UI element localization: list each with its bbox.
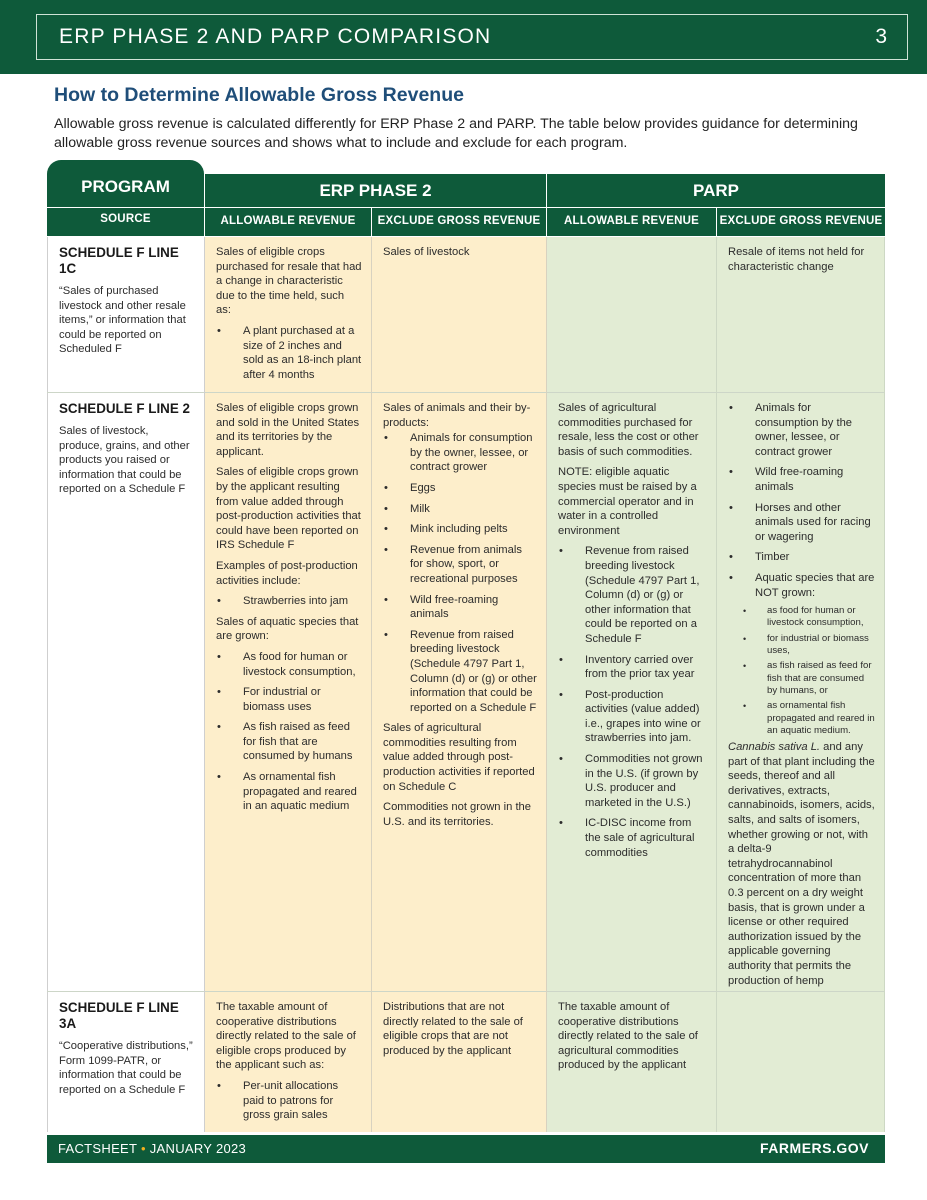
sub-list-item: • for industrial or biomass uses, [728, 633, 875, 658]
list-item: • Animals for consumption by the owner, lessee, or contract grower [383, 431, 537, 475]
row-divider [47, 991, 885, 992]
sub-list-item: • as ornamental fish propagated and reared in an aquatic medium. [728, 700, 875, 737]
list-item: • Horses and other animals used for racing or wagering [728, 501, 875, 545]
erp-exclude-cell [372, 237, 547, 392]
cell-text: Sales of agricultural commodities resulting from value added through post-production activities if reported on Schedule C [383, 722, 535, 793]
row-source-description: Sales of livestock, produce, grains, and other products you raised or information that could be reported on a Schedule F [59, 425, 190, 496]
footer-date: JANUARY 2023 [149, 1141, 247, 1156]
cell-text: Sales of aquatic species that are grown: [216, 615, 359, 643]
parp-allowable-cell [547, 992, 717, 1132]
list-item: • As food for human or livestock consumption, [216, 650, 362, 679]
column-divider [204, 237, 205, 1132]
list-item: • Mink including pelts [383, 522, 537, 537]
row-source-schedule-f-line-3a [47, 992, 205, 1132]
parp-allowable-header: ALLOWABLE REVENUE [547, 208, 716, 236]
list-item: • Revenue from raised breeding livestock (Schedule 4797 Part 1, Column (d) or (g) or other information that could be reported on a Schedule F [558, 544, 707, 646]
list-item: • Per-unit allocations paid to patrons for gross grain sales [216, 1079, 362, 1123]
row-source-title: SCHEDULE F LINE 1C [59, 245, 179, 276]
column-divider [546, 237, 547, 1132]
cannabis-paragraph [728, 740, 875, 988]
erp-allowable-cell [205, 992, 372, 1132]
column-divider [884, 237, 885, 1132]
farmers-gov-link[interactable]: FARMERS.GOV [760, 1140, 869, 1156]
list-item: • Timber [728, 550, 875, 565]
column-divider [371, 237, 372, 1132]
cell-text: Sales of livestock [383, 246, 470, 258]
footer-label [58, 1141, 246, 1156]
erp-exclude-cell [372, 393, 547, 991]
list-item: • Wild free-roaming animals [728, 465, 875, 494]
list-item: • IC-DISC income from the sale of agricultural commodities [558, 816, 707, 860]
column-divider [716, 237, 717, 1132]
cell-text: Sales of eligible crops grown by the applicant resulting from value added through post-production activities that could have been reported on IRS Schedule F [216, 466, 361, 552]
cell-text: Resale of items not held for characteristic change [728, 246, 865, 273]
cell-text: Sales of eligible crops grown and sold in the United States and its territories by the applicant. [216, 402, 360, 458]
list-item: • For industrial or biomass uses [216, 685, 362, 714]
row-source-schedule-f-line-1c [47, 237, 205, 392]
factsheet-label: FACTSHEET [58, 1141, 138, 1156]
source-header: SOURCE [47, 207, 204, 236]
cannabis-text: and any part of that plant including the seeds, thereof and all derivatives, extracts, cannabinoids, isomers, acids, salts, and salts of isomers, whether growing or not, with a delta-9 tetrahydrocannabinol concentration of more than 0.3 percent on a dry weight basis, that is grown under a license or other required authorization issued by the applicable governing authority that permits the production of hemp [728, 741, 875, 987]
cell-text: Distributions that are not directly related to the sale of eligible crops that are not produced by the applicant [383, 1001, 523, 1057]
program-header: PROGRAM [47, 160, 204, 207]
list-item: • Wild free-roaming animals [383, 593, 537, 622]
list-item: • Strawberries into jam [216, 594, 362, 609]
parp-allowable-cell [547, 237, 717, 392]
list-item: • As fish raised as feed for fish that are consumed by humans [216, 720, 362, 764]
parp-exclude-header: EXCLUDE GROSS REVENUE [717, 208, 885, 236]
list-item: • Inventory carried over from the prior tax year [558, 653, 707, 682]
parp-exclude-cell [717, 992, 885, 1132]
list-item: • Revenue from raised breeding livestock (Schedule 4797 Part 1, Column (d) or (g) or other information that could be reported on a Schedule F [383, 628, 537, 716]
erp-allowable-cell [205, 393, 372, 991]
cell-text: The taxable amount of cooperative distributions directly related to the sale of agricultural commodities produced by the applicant [558, 1001, 698, 1072]
separator-dot: • [140, 1141, 146, 1156]
row-source-description: “Cooperative distributions,” Form 1099-PATR, or information that could be reported on a Schedule F [59, 1040, 193, 1096]
cannabis-name: Cannabis sativa L. [728, 741, 821, 754]
list-item: • Milk [383, 502, 537, 517]
cell-text: Sales of agricultural commodities purchased for resale, less the cost or other basis of such commodities. [558, 402, 699, 458]
list-item: • Aquatic species that are NOT grown: [728, 571, 875, 600]
erp-phase-2-header: ERP PHASE 2 [205, 174, 546, 207]
row-source-title: SCHEDULE F LINE 2 [59, 401, 190, 416]
footer-bar [47, 1135, 885, 1163]
erp-exclude-cell [372, 992, 547, 1132]
erp-allowable-header: ALLOWABLE REVENUE [205, 208, 371, 236]
cell-text: Examples of post-production activities include: [216, 559, 358, 587]
list-item: • A plant purchased at a size of 2 inches and sold as an 18-inch plant after 4 months [216, 324, 362, 382]
cell-text: Sales of animals and their by-products: [383, 402, 531, 429]
document-title: ERP PHASE 2 AND PARP COMPARISON [59, 25, 492, 48]
cell-text: The taxable amount of cooperative distributions directly related to the sale of eligible crops produced by the applicant such as: [216, 1001, 356, 1072]
row-source-schedule-f-line-2 [47, 393, 205, 991]
list-item: • Animals for consumption by the owner, lessee, or contract grower [728, 401, 875, 459]
list-item: • As ornamental fish propagated and reared in an aquatic medium [216, 770, 362, 814]
list-item: • Revenue from animals for show, sport, or recreational purposes [383, 543, 537, 587]
section-intro: Allowable gross revenue is calculated differently for ERP Phase 2 and PARP. The table below provides guidance for determining allowable gross revenue sources and shows what to include and exclude for each program. [54, 116, 858, 151]
top-banner [0, 0, 927, 74]
erp-exclude-header: EXCLUDE GROSS REVENUE [372, 208, 546, 236]
sub-list-item: • as food for human or livestock consumption, [728, 605, 875, 630]
row-source-title: SCHEDULE F LINE 3A [59, 1000, 179, 1031]
parp-exclude-cell [717, 393, 885, 991]
page-number: 3 [875, 25, 887, 48]
row-source-description: “Sales of purchased livestock and other resale items,” or information that could be reported on Scheduled F [59, 285, 186, 356]
parp-header: PARP [547, 174, 885, 207]
cell-text: NOTE: eligible aquatic species must be raised by a commercial operator and in water in a controlled environment [558, 466, 697, 537]
list-item: • Post-production activities (value added) i.e., grapes into wine or strawberries into jam. [558, 688, 707, 746]
sub-list-item: • as fish raised as feed for fish that are consumed by humans, or [728, 660, 875, 697]
parp-allowable-cell [547, 393, 717, 991]
section-heading: How to Determine Allowable Gross Revenue [54, 84, 464, 106]
list-item: • Commodities not grown in the U.S. (if grown by U.S. producer and marketed in the U.S.) [558, 752, 707, 810]
top-banner-frame [36, 14, 908, 60]
row-divider [47, 392, 885, 393]
cell-text: Commodities not grown in the U.S. and its territories. [383, 801, 531, 828]
list-item: • Eggs [383, 481, 537, 496]
parp-exclude-cell [717, 237, 885, 392]
erp-allowable-cell [205, 237, 372, 392]
cell-text: Sales of eligible crops purchased for resale that had a change in characteristic due to the time held, such as: [216, 246, 362, 317]
